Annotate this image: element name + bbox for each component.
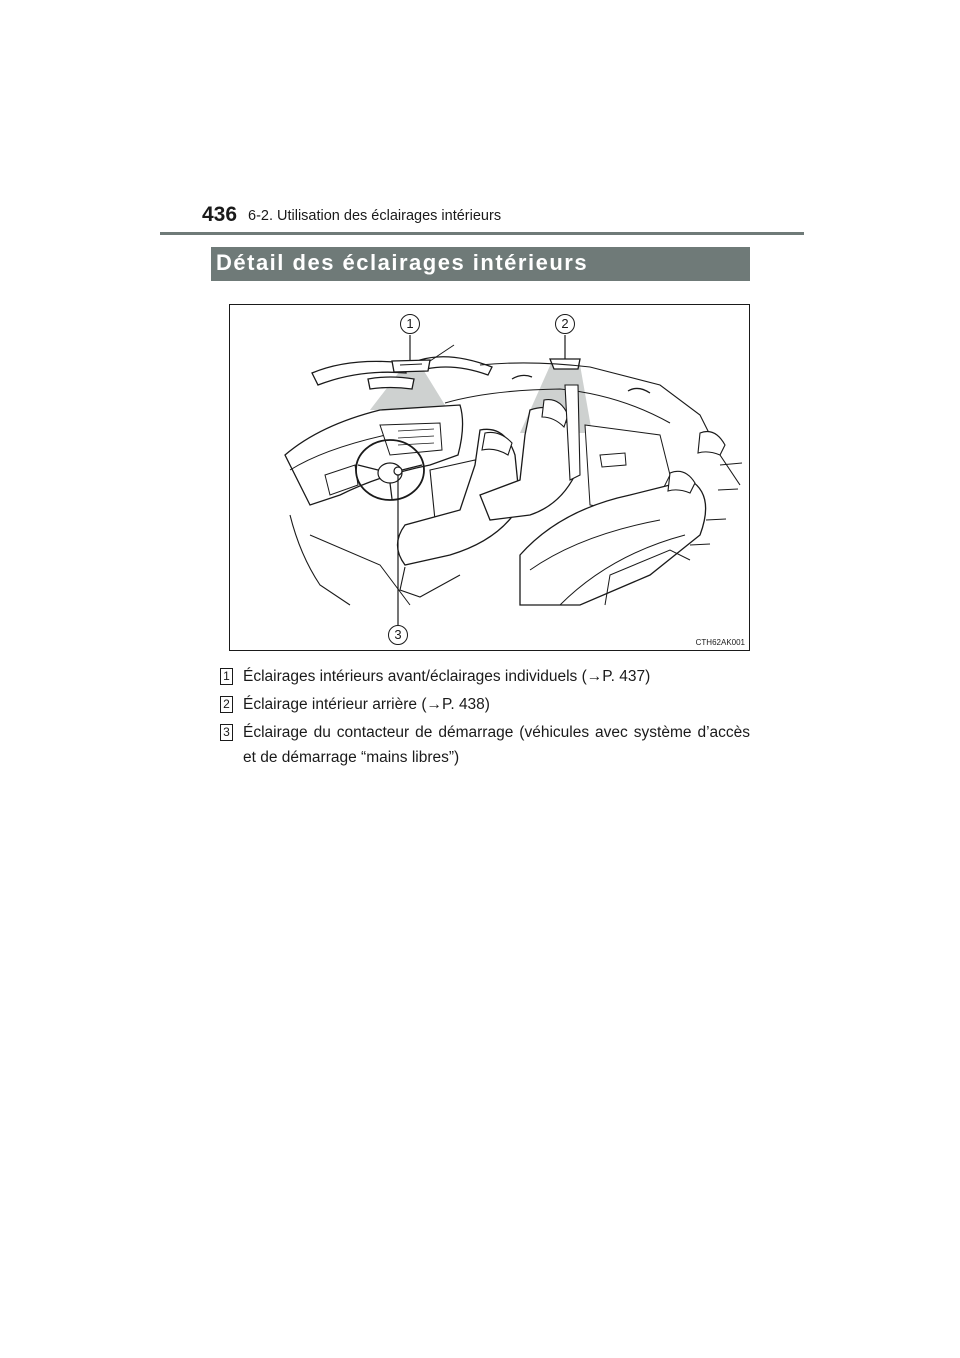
engine-switch — [394, 467, 402, 475]
legend-number: 1 — [220, 668, 233, 685]
legend-text: Éclairage intérieur arrière (→P. 438) — [243, 696, 490, 713]
page-number: 436 — [202, 203, 238, 226]
legend-number: 3 — [220, 724, 233, 741]
rear-view-mirror — [368, 377, 414, 389]
legend-item-3 — [220, 720, 750, 770]
legend-text: Éclairages intérieurs avant/éclairages individuels (→P. 437) — [243, 668, 651, 685]
callout-2: 2 — [555, 314, 575, 334]
legend-item-2 — [220, 692, 750, 717]
legend-text: Éclairage du contacteur de démarrage (véhicules avec système d’accès et de démarrage “mains libres”) — [243, 724, 750, 766]
callout-1: 1 — [400, 314, 420, 334]
section-title: Détail des éclairages intérieurs — [216, 250, 589, 275]
figure-code: CTH62AK001 — [695, 638, 745, 647]
interior-lights-figure — [229, 304, 750, 651]
header-rule — [160, 232, 804, 235]
front-overhead-console — [392, 360, 430, 372]
car-interior-illustration — [230, 305, 750, 651]
legend-item-1 — [220, 664, 750, 689]
right-sun-visor — [420, 357, 492, 375]
running-head: 6-2. Utilisation des éclairages intérieurs — [248, 208, 502, 224]
callout-3: 3 — [388, 625, 408, 645]
legend-number: 2 — [220, 696, 233, 713]
